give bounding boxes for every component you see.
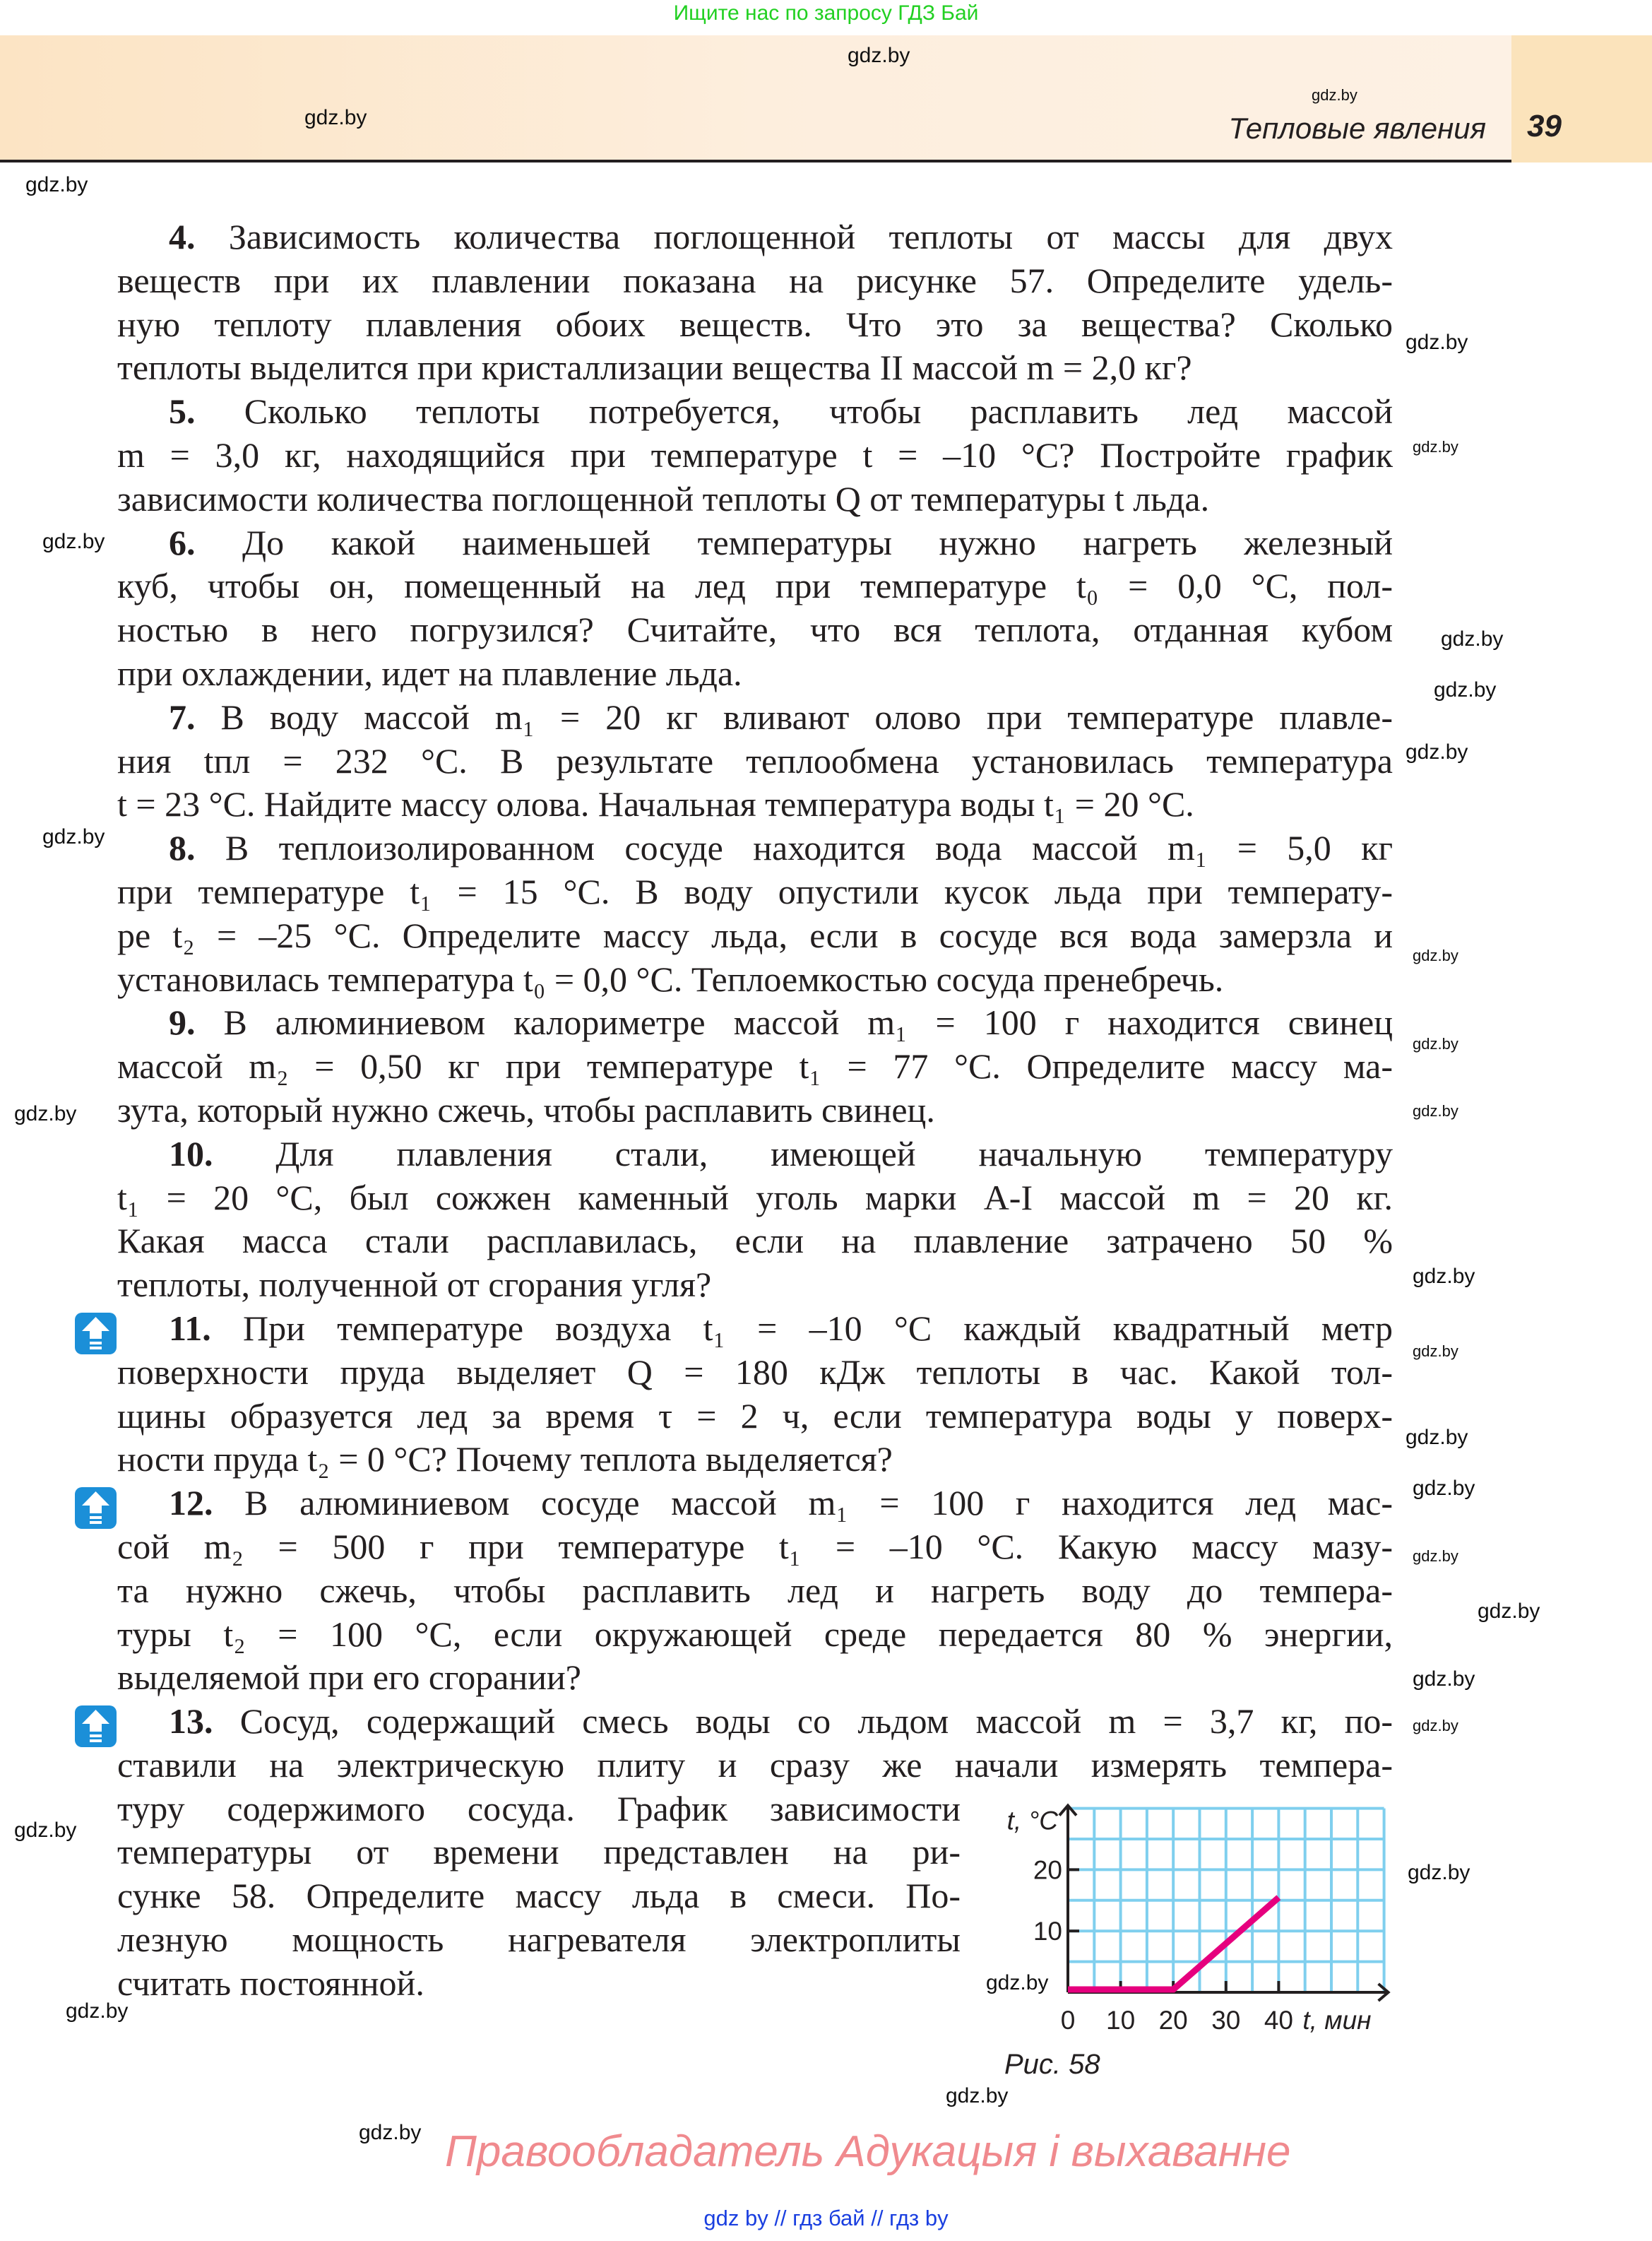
- x-tick-label: 40: [1264, 2006, 1293, 2035]
- problem-number: 12.: [169, 1483, 213, 1523]
- line-text: В алюминиевом сосуде массой m₁ = 100 г находится лед мас-: [213, 1483, 1393, 1523]
- line-text: массой m₂ = 0,50 кг при температуре t₁ = 77 °С. Определите массу ма-: [117, 1046, 1393, 1087]
- watermark: gdz.by: [1406, 740, 1468, 764]
- line-text: Для плавления стали, имеющей начальную температуру: [213, 1133, 1393, 1173]
- text-line: [117, 1787, 961, 1831]
- text-line: [117, 1219, 1393, 1263]
- watermark: gdz.by: [66, 1999, 129, 2023]
- text-line: [117, 1700, 1393, 1744]
- text-line: [117, 1831, 961, 1874]
- text-line: [117, 259, 1393, 303]
- watermark: gdz.by: [14, 1102, 77, 1125]
- line-text: лезную мощность нагревателя электроплиты: [117, 1920, 961, 1960]
- copyright-notice: Правообладатель Адукацыя і выхаванне: [445, 2127, 1291, 2176]
- problem-9: [117, 1001, 1393, 1132]
- problem-number: 4.: [169, 217, 196, 256]
- watermark: gdz.by: [1413, 1547, 1458, 1565]
- figure-caption: Рис. 58: [1004, 2049, 1100, 2080]
- line-text: ре t₂ = –25 °С. Определите массу льда, если в сосуде вся вода замерзла и: [117, 915, 1393, 955]
- line-text: t = 23 °С. Найдите массу олова. Начальная температура воды t₁ = 20 °С.: [117, 784, 1194, 824]
- watermark: gdz.by: [946, 2084, 1009, 2107]
- problem-number: 11.: [169, 1308, 211, 1348]
- watermark: gdz.by: [1413, 947, 1458, 964]
- watermark: gdz.by: [848, 44, 910, 67]
- watermark: gdz.by: [359, 2121, 422, 2144]
- line-text: установилась температура t₀ = 0,0 °С. Теплоемкостью сосуда пренебречь.: [117, 959, 1224, 999]
- line-text: t₁ = 20 °С, был сожжен каменный уголь марки А-I массой m = 20 кг.: [117, 1177, 1393, 1217]
- line-text: В алюминиевом калориметре массой m₁ = 100 г находится свинец: [195, 1003, 1393, 1043]
- watermark: gdz.by: [25, 173, 88, 196]
- problem-number: 9.: [169, 1003, 196, 1043]
- line-text: выделяемой при его сгорании?: [117, 1657, 581, 1698]
- x-tick-label: 0: [1060, 2006, 1076, 2035]
- text-line: [117, 303, 1393, 347]
- watermark: gdz.by: [1413, 438, 1458, 456]
- problem-list: [117, 215, 1393, 2006]
- line-text: сой m₂ = 500 г при температуре t₁ = –10 °С. Какую массу мазу-: [117, 1526, 1393, 1566]
- text-line: [117, 478, 1393, 521]
- line-text: Сколько теплоты потребуется, чтобы расплавить лед массой: [195, 391, 1393, 432]
- top-search-banner[interactable]: Ищите нас по запросу ГДЗ Бай: [673, 1, 979, 25]
- text-line: [117, 1001, 1393, 1045]
- text-line: [117, 783, 1393, 827]
- x-tick-label: 10: [1106, 2006, 1136, 2035]
- text-line: [117, 1874, 961, 1918]
- y-tick-label: 10: [1033, 1917, 1062, 1946]
- text-line: [117, 346, 1393, 390]
- line-text: зависимости количества поглощенной теплоты Q от температуры t льда.: [117, 478, 1210, 519]
- watermark: gdz.by: [986, 1971, 1049, 1994]
- line-text: ности пруда t₂ = 0 °С? Почему теплота выделяется?: [117, 1439, 893, 1479]
- line-text: туру содержимого сосуда. График зависимости: [117, 1788, 961, 1828]
- line-text: туры t₂ = 100 °С, если окружающей среде передается 80 % энергии,: [117, 1614, 1393, 1654]
- line-text: Сосуд, содержащий смесь воды со льдом массой m = 3,7 кг, по-: [213, 1701, 1393, 1742]
- line-text: В теплоизолированном сосуде находится вода массой m₁ = 5,0 кг: [195, 828, 1393, 868]
- text-line: [117, 696, 1393, 740]
- text-line: [117, 1307, 1393, 1351]
- line-text: теплоты, полученной от сгорания угля?: [117, 1265, 712, 1305]
- figure-58-chart: [975, 1780, 1398, 2077]
- problem-4: [117, 215, 1393, 390]
- line-text: при температуре t₁ = 15 °С. В воду опустили кусок льда при температу-: [117, 871, 1393, 911]
- watermark: gdz.by: [1312, 86, 1357, 104]
- advanced-level-icon: [74, 1312, 117, 1355]
- page-number: 39: [1527, 109, 1562, 143]
- watermark: gdz.by: [1478, 1600, 1540, 1623]
- advanced-level-icon: [74, 1705, 117, 1748]
- text-line: [117, 564, 1393, 608]
- line-text: щины образуется лед за время τ = 2 ч, если температура воды у поверх-: [117, 1395, 1393, 1436]
- line-text: В воду массой m₁ = 20 кг вливают олово при температуре плавле-: [195, 697, 1393, 737]
- problem-number: 10.: [169, 1133, 213, 1173]
- watermark: gdz.by: [1413, 1667, 1475, 1691]
- line-text: при охлаждении, идет на плавление льда.: [117, 653, 742, 693]
- text-line: [117, 1133, 1393, 1176]
- line-text: зута, который нужно сжечь, чтобы расплавить свинец.: [117, 1089, 935, 1130]
- line-text: куб, чтобы он, помещенный на лед при температуре t₀ = 0,0 °С, пол-: [117, 566, 1393, 606]
- line-text: До какой наименьшей температуры нужно нагреть железный: [195, 522, 1393, 562]
- text-line: [117, 870, 1393, 914]
- text-line: [117, 1613, 1393, 1657]
- line-text: Зависимость количества поглощенной теплоты от массы для двух: [195, 217, 1393, 256]
- text-line: [117, 1918, 961, 1962]
- watermark: gdz.by: [1406, 1426, 1468, 1449]
- text-line: [117, 1176, 1393, 1220]
- advanced-level-icon: [74, 1486, 117, 1530]
- text-line: [117, 1569, 1393, 1613]
- watermark: gdz.by: [1441, 627, 1504, 651]
- text-line: [117, 608, 1393, 652]
- x-tick-label: 30: [1211, 2006, 1241, 2035]
- watermark: gdz.by: [1434, 678, 1497, 702]
- problem-5: [117, 390, 1393, 521]
- text-line: [117, 1045, 1393, 1089]
- text-line: [117, 652, 1393, 696]
- problem-number: 7.: [169, 697, 196, 737]
- problem-12: [117, 1482, 1393, 1700]
- section-title: Тепловые явления: [1228, 112, 1486, 145]
- text-line: [117, 740, 1393, 784]
- watermark: gdz.by: [42, 530, 105, 553]
- line-text: ния tпл = 232 °С. В результате теплообмена установилась температура: [117, 740, 1393, 781]
- x-axis-label: t, мин: [1302, 2006, 1372, 2035]
- line-text: температуры от времени представлен на ри-: [117, 1832, 961, 1872]
- text-line: [117, 1351, 1393, 1395]
- watermark: gdz.by: [1413, 1265, 1475, 1288]
- problem-7: [117, 696, 1393, 827]
- text-line: [117, 390, 1393, 434]
- x-tick-label: 20: [1158, 2006, 1188, 2035]
- footer-link[interactable]: gdz by // гдз бай // гдз by: [703, 2206, 949, 2230]
- line-text: та нужно сжечь, чтобы расплавить лед и нагреть воду до темпера-: [117, 1570, 1393, 1610]
- watermark: gdz.by: [42, 825, 105, 848]
- line-text: ностью в него погрузился? Считайте, что вся теплота, отданная кубом: [117, 610, 1393, 650]
- problem-8: [117, 827, 1393, 1001]
- watermark: gdz.by: [1413, 1102, 1458, 1120]
- text-line: [117, 1525, 1393, 1569]
- line-text: ную теплоту плавления обоих веществ. Что это за вещества? Сколько: [117, 304, 1393, 344]
- problem-number: 5.: [169, 391, 196, 432]
- problem-11: [117, 1307, 1393, 1482]
- text-line: [117, 215, 1393, 259]
- line-text: m = 3,0 кг, находящийся при температуре t = –10 °С? Постройте график: [117, 434, 1393, 475]
- text-line: [117, 521, 1393, 565]
- watermark: gdz.by: [1413, 1035, 1458, 1053]
- text-line: [117, 1395, 1393, 1438]
- line-text: При температуре воздуха t₁ = –10 °С каждый квадратный метр: [210, 1308, 1393, 1348]
- watermark: gdz.by: [1413, 1717, 1458, 1734]
- text-line: [117, 434, 1393, 478]
- watermark: gdz.by: [14, 1819, 77, 1842]
- line-text: теплоты выделится при кристаллизации вещества II массой m = 2,0 кг?: [117, 348, 1192, 388]
- line-text: ставили на электрическую плиту и сразу же начали измерять темпера-: [117, 1744, 1393, 1785]
- watermark: gdz.by: [1413, 1477, 1475, 1500]
- watermark: gdz.by: [304, 106, 367, 129]
- problem-number: 13.: [169, 1701, 213, 1742]
- line-text: поверхности пруда выделяет Q = 180 кДж теплоты в час. Какой тол-: [117, 1352, 1393, 1392]
- text-line: [117, 1438, 1393, 1482]
- line-text: Какая масса стали расплавилась, если на плавление затрачено 50 %: [117, 1221, 1393, 1261]
- line-text: веществ при их плавлении показана на рисунке 57. Определите удель-: [117, 260, 1393, 300]
- text-line: [117, 914, 1393, 958]
- watermark: gdz.by: [1406, 331, 1468, 354]
- line-text: сунке 58. Определите массу льда в смеси. По-: [117, 1876, 961, 1916]
- problem-number: 8.: [169, 828, 196, 868]
- problem-number: 6.: [169, 522, 196, 562]
- problem-6: [117, 521, 1393, 696]
- text-line: [117, 1962, 961, 2006]
- text-line: [117, 1263, 1393, 1307]
- text-line: [117, 827, 1393, 870]
- watermark: gdz.by: [1413, 1342, 1458, 1360]
- y-tick-label: 20: [1033, 1855, 1062, 1885]
- problem-10: [117, 1133, 1393, 1307]
- text-line: [117, 1089, 1393, 1133]
- text-line: [117, 958, 1393, 1002]
- text-line: [117, 1482, 1393, 1525]
- watermark: gdz.by: [1408, 1861, 1470, 1884]
- y-axis-label: t, °C: [1006, 1806, 1058, 1835]
- line-text: считать постоянной.: [117, 1963, 424, 2003]
- text-line: [117, 1656, 1393, 1700]
